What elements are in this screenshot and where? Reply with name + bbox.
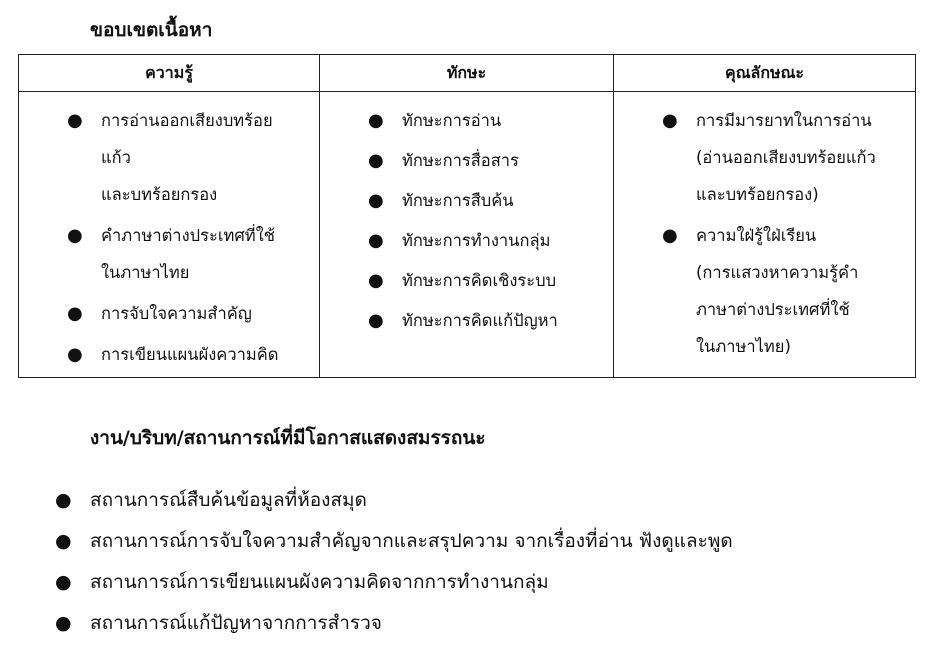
bullet-icon: ●: [662, 225, 678, 246]
list-item: ● การจับใจความสำคัญ: [19, 295, 315, 332]
table-body-row: [19, 92, 916, 378]
scope-table: [18, 54, 916, 378]
bullet-icon: ●: [368, 270, 384, 291]
bullet-icon: ●: [662, 110, 678, 131]
bullet-icon: ●: [55, 489, 72, 511]
attributes-list: [614, 92, 915, 365]
list-item: ● สถานการณ์แก้ปัญหาจากการสำรวจ: [0, 603, 733, 644]
list-item: ● การมีมารยาทในการอ่าน (อ่านออกเสียงบทร้อยแก้ว และบทร้อยกรอง): [614, 102, 911, 213]
knowledge-list: [19, 92, 319, 373]
bullet-icon: ●: [368, 150, 384, 171]
bullet-icon: ●: [55, 530, 72, 552]
bullet-icon: ●: [67, 344, 83, 365]
list-item: ● ทักษะการคิดเชิงระบบ: [320, 262, 609, 299]
bullet-icon: ●: [67, 225, 83, 246]
header-skills: ทักษะ: [320, 55, 614, 92]
list-item: ● การอ่านออกเสียงบทร้อย แก้ว และบทร้อยกรอง: [19, 102, 315, 213]
skills-cell: [320, 92, 614, 378]
list-item: ● สถานการณ์การจับใจความสำคัญจากและสรุปความ จากเรื่องที่อ่าน ฟังดูและพูด: [0, 521, 733, 562]
knowledge-cell: [19, 92, 320, 378]
list-item: ● คำภาษาต่างประเทศที่ใช้ ในภาษาไทย: [19, 217, 315, 291]
bullet-icon: ●: [368, 230, 384, 251]
bullet-icon: ●: [55, 612, 72, 634]
list-item: ● ทักษะการทำงานกลุ่ม: [320, 222, 609, 259]
list-item: ● สถานการณ์การเขียนแผนผังความคิดจากการทำงานกลุ่ม: [0, 562, 733, 603]
list-item: ● สถานการณ์สืบค้นข้อมูลที่ห้องสมุด: [0, 480, 733, 521]
list-item: ● ความใฝ่รู้ใฝ่เรียน (การแสวงหาความรู้คำ ภาษาต่างประเทศที่ใช้ ในภาษาไทย): [614, 217, 911, 365]
bullet-icon: ●: [67, 303, 83, 324]
attributes-cell: [614, 92, 916, 378]
list-item: ● ทักษะการคิดแก้ปัญหา: [320, 302, 609, 339]
skills-list: [320, 92, 613, 339]
bullet-icon: ●: [368, 190, 384, 211]
bullet-icon: ●: [368, 310, 384, 331]
list-item: ● ทักษะการสืบค้น: [320, 182, 609, 219]
table-header-row: [19, 55, 916, 92]
list-item: ● การเขียนแผนผังความคิด: [19, 336, 315, 373]
scope-heading: ขอบเขตเนื้อหา: [90, 19, 213, 41]
list-item: ● ทักษะการอ่าน: [320, 102, 609, 139]
header-attributes: คุณลักษณะ: [614, 55, 916, 92]
bullet-icon: ●: [368, 110, 384, 131]
bullet-icon: ●: [55, 571, 72, 593]
list-item: ● ทักษะการสื่อสาร: [320, 142, 609, 179]
header-knowledge: ความรู้: [19, 55, 320, 92]
bullet-icon: ●: [67, 110, 83, 131]
contexts-list: [0, 480, 733, 644]
contexts-heading: งาน/บริบท/สถานการณ์ที่มีโอกาสแสดงสมรรถนะ: [90, 427, 486, 449]
